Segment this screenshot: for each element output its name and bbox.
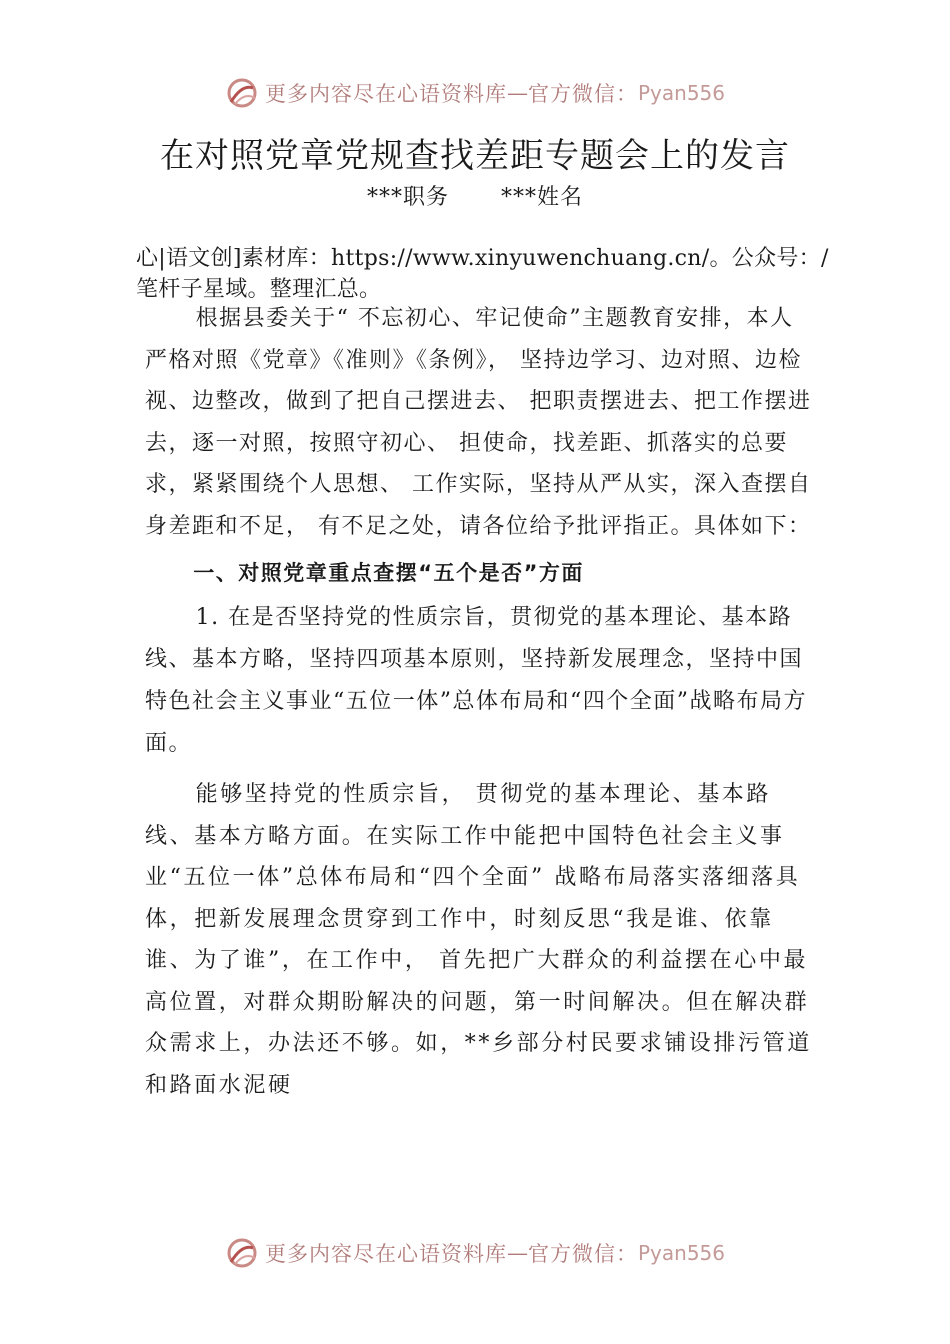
banner-channel: 官方微信： bbox=[527, 1242, 638, 1266]
footer-watermark-banner bbox=[0, 1233, 950, 1273]
banner-id: Pyan556 bbox=[637, 81, 725, 105]
swirl-logo-icon bbox=[225, 76, 259, 110]
source-note: 心|语文创]素材库：https://www.xinyuwenchuang.cn/。公众号：/笔杆子星域。整理汇总。 bbox=[136, 246, 829, 302]
byline-position: ***职务 bbox=[366, 185, 449, 210]
document-title: 在对照党章党规查找差距专题会上的发言 bbox=[160, 136, 790, 176]
document-body bbox=[145, 298, 813, 1106]
banner-separator: — bbox=[506, 81, 528, 105]
byline-name: ***姓名 bbox=[501, 185, 584, 210]
banner-separator: — bbox=[506, 1241, 528, 1265]
header-watermark-banner bbox=[0, 73, 950, 113]
banner-text: 更多内容尽在心语资料库 bbox=[264, 82, 507, 106]
banner-text: 更多内容尽在心语资料库 bbox=[264, 1242, 507, 1266]
item-paragraph: 1. 在是否坚持党的性质宗旨，贯彻党的基本理论、基本路线、基本方略，坚持四项基本原则，坚持新发展理念，坚持中国特色社会主义事业“五位一体”总体布局和“四个全面”战略布局方面。 bbox=[145, 605, 807, 756]
banner-channel: 官方微信： bbox=[527, 82, 638, 106]
intro-paragraph: 根据县委关于“ 不忘初心、牢记使命”主题教育安排，本人严格对照《党章》《准则》《条例》， 坚持边学习、边对照、边检视、边整改，做到了把自己摆进去、 把职责摆进去、把工作摆进去，逐一对照，按照守初心、 担使命，找差距、抓落实的总要求，紧紧围绕个人思想、 工作实际，坚持从严从实，深入查摆自身差距和不足， 有不足之处，请各位给予批评指正。具体如下： bbox=[145, 306, 812, 539]
body-paragraph: 能够坚持党的性质宗旨， 贯彻党的基本理论、基本路线、基本方略方面。在实际工作中能把中国特色社会主义事业“五位一体”总体布局和“四个全面” 战略布局落实落细落具体，把新发展理念贯穿到工作中，时刻反思“我是谁、依靠谁、为了谁”，在工作中， 首先把广大群众的利益摆在心中最高位置，对群众期盼解决的问题，第一时间解决。但在解决群众需求上，办法还不够。如，**乡部分村民要求铺设排污管道和路面水泥硬 bbox=[145, 782, 812, 1098]
swirl-logo-icon bbox=[225, 1236, 259, 1270]
banner-id: Pyan556 bbox=[637, 1241, 725, 1265]
byline bbox=[0, 180, 950, 211]
section-heading: 一、对照党章重点查摆“五个是否”方面 bbox=[193, 561, 584, 585]
